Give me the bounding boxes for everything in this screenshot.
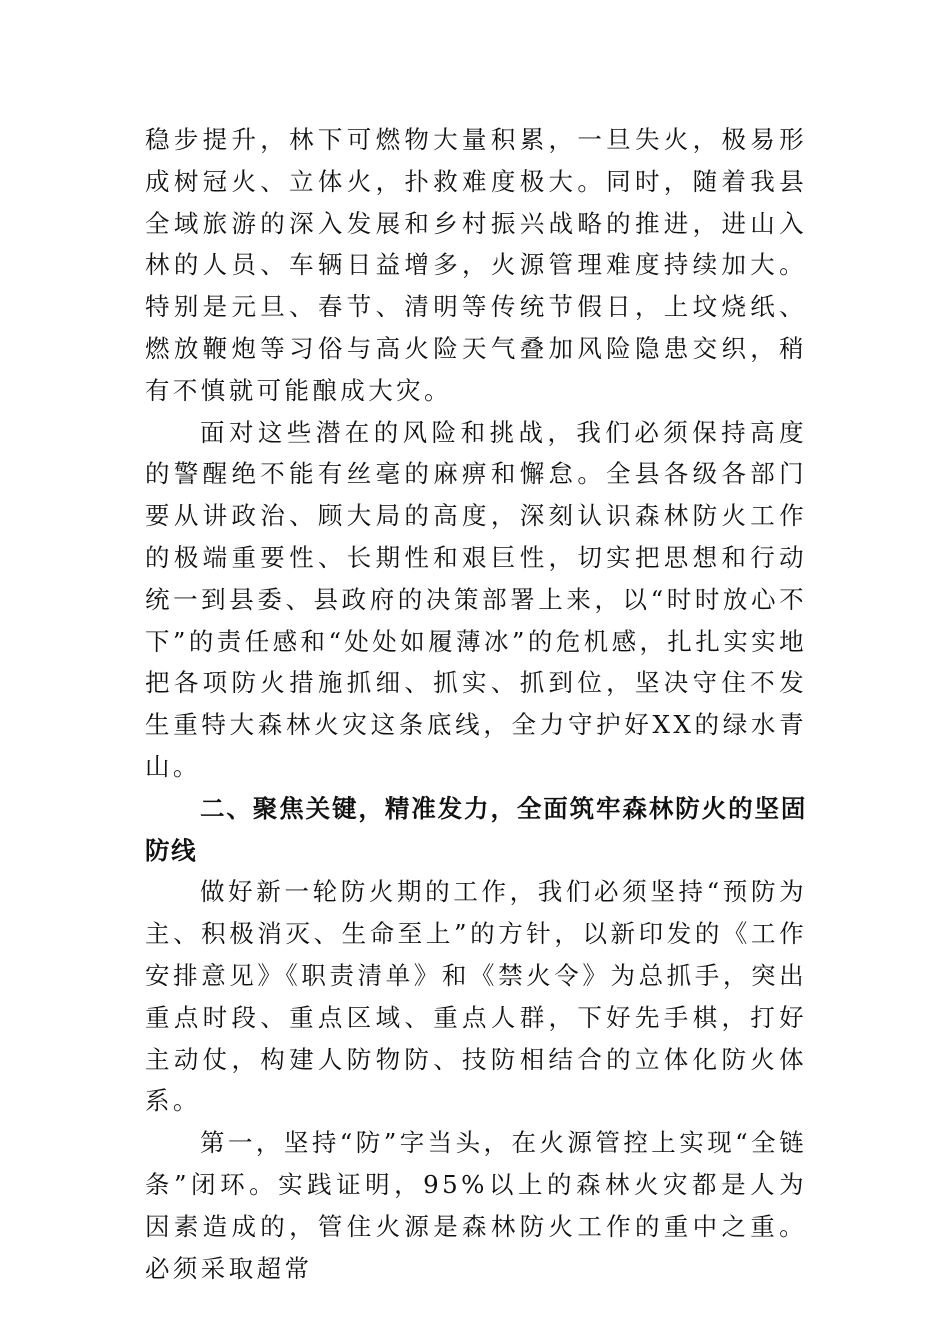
section-heading-2: 二、聚焦关键，精准发力，全面筑牢森林防火的坚固防线 xyxy=(145,793,807,865)
paragraph-fire-source-control: 第一，坚持“防”字当头，在火源管控上实现“全链条”闭环。实践证明，95%以上的森林火灾都是人为因素造成的，管住火源是森林防火工作的重中之重。必须采取超常 xyxy=(145,1128,807,1283)
document-page xyxy=(145,119,807,1289)
paragraph-policy: 做好新一轮防火期的工作，我们必须坚持“预防为主、积极消灭、生命至上”的方针，以新印发的《工作安排意见》《职责清单》和《禁火令》为总抓手，突出重点时段、重点区域、重点人群，下好先手棋，打好主动仗，构建人防物防、技防相结合的立体化防火体系。 xyxy=(145,877,807,1116)
paragraph-vigilance: 面对这些潜在的风险和挑战，我们必须保持高度的警醒绝不能有丝毫的麻痹和懈怠。全县各级各部门要从讲政治、顾大局的高度，深刻认识森林防火工作的极端重要性、长期性和艰巨性，切实把思想和行动统一到县委、县政府的决策部署上来，以“时时放心不下”的责任感和“处处如履薄冰”的危机感，扎扎实实地把各项防火措施抓细、抓实、抓到位，坚决守住不发生重特大森林火灾这条底线，全力守护好XX的绿水青山。 xyxy=(145,417,807,781)
paragraph-risk-context: 稳步提升，林下可燃物大量积累，一旦失火，极易形成树冠火、立体火，扑救难度极大。同时，随着我县全域旅游的深入发展和乡村振兴战略的推进，进山入林的人员、车辆日益增多，火源管理难度持续加大。特别是元旦、春节、清明等传统节假日，上坟烧纸、燃放鞭炮等习俗与高火险天气叠加风险隐患交织，稍有不慎就可能酿成大灾。 xyxy=(145,125,807,405)
